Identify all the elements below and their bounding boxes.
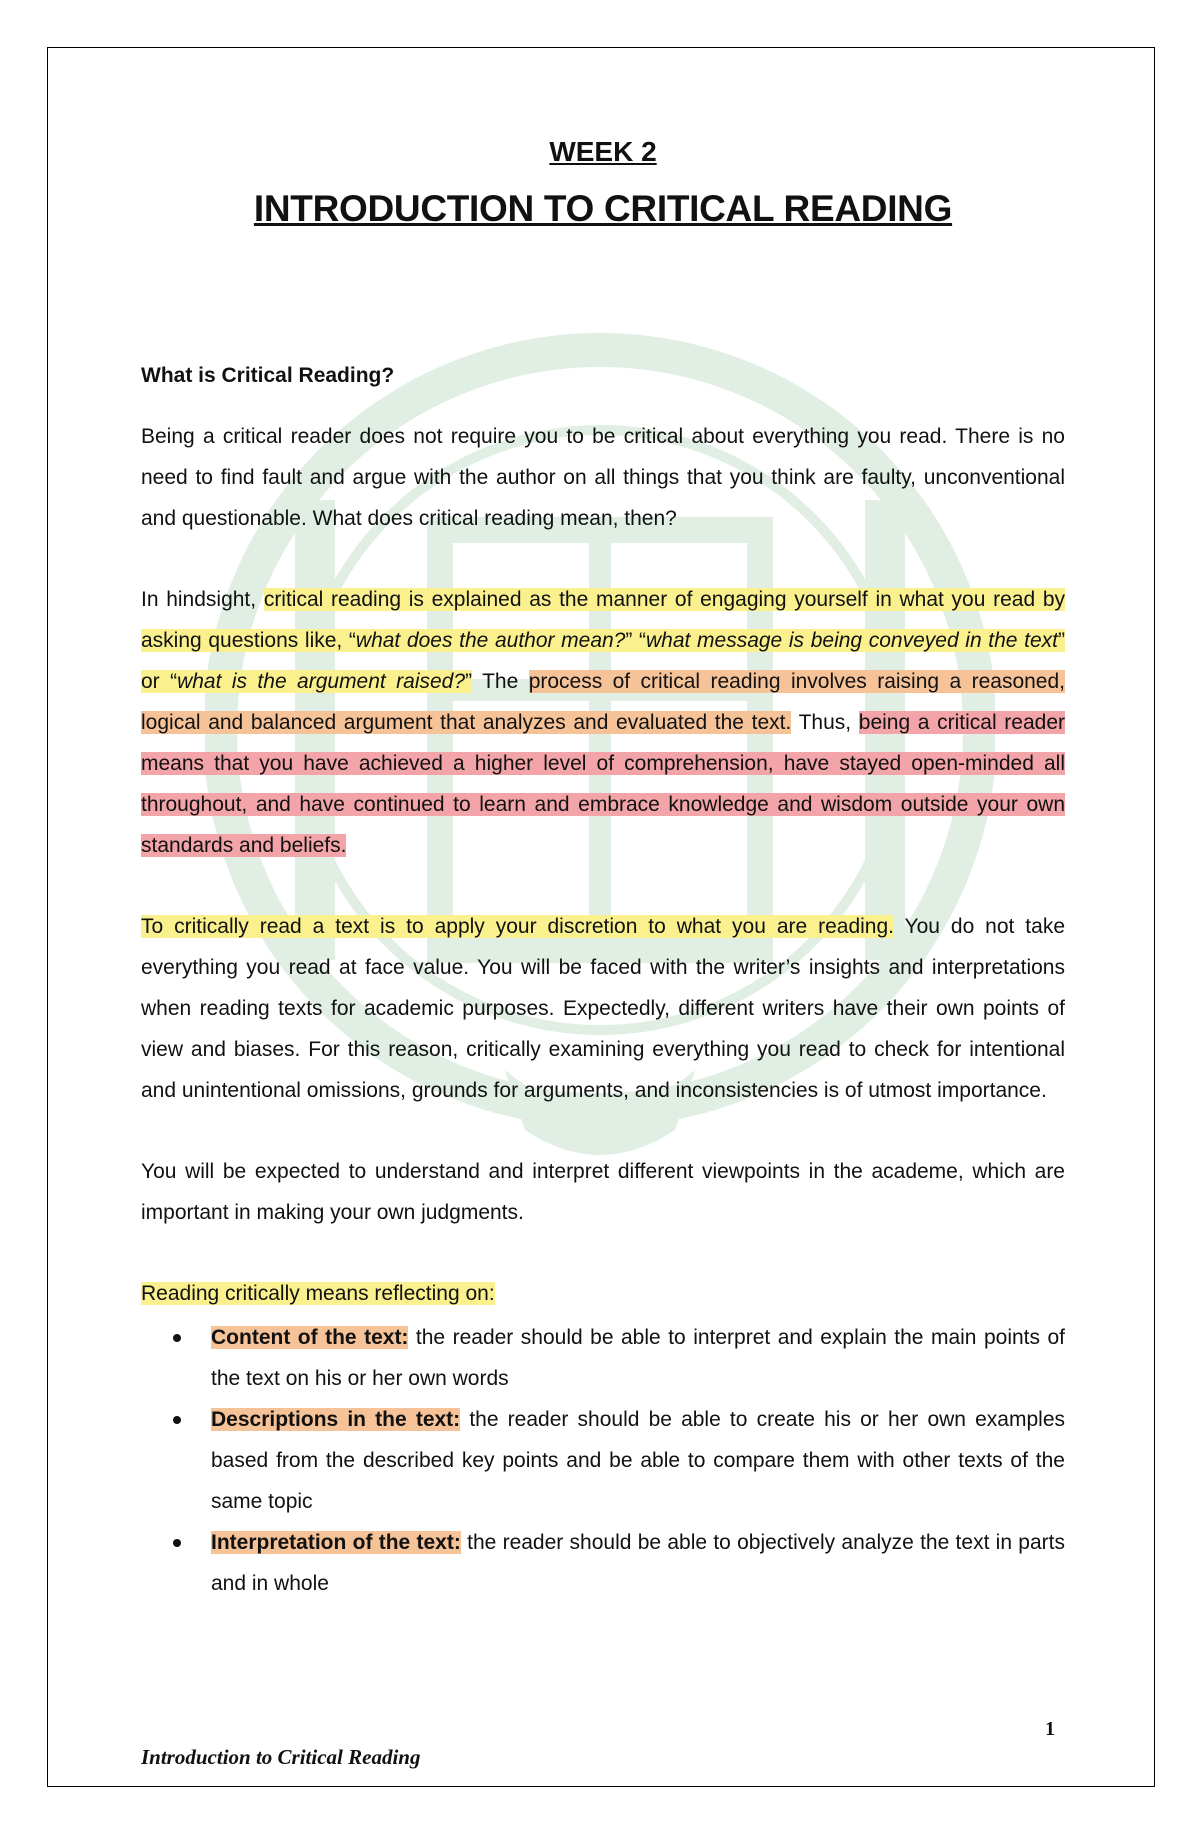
point-text: the reader should be able to objectively analyze the text in parts and in whole — [211, 1531, 1065, 1595]
p2-question-3: what is the argument raised? — [177, 670, 466, 693]
week-label: WEEK 2 — [549, 136, 657, 167]
page-content — [141, 135, 1065, 1604]
page-number: 1 — [1045, 1718, 1055, 1740]
paragraph-1: Being a critical reader does not require you to be critical about everything you read. There is no need to find fault and argue with the author on all things that you think are faulty, unconventional and questionable. What does critical reading mean, then? — [141, 425, 1065, 530]
point-term: Interpretation of the text: — [211, 1531, 461, 1554]
section-heading: What is Critical Reading? — [141, 364, 395, 387]
list-item — [141, 1317, 1065, 1399]
point-term: Descriptions in the text: — [211, 1408, 461, 1431]
bullet-icon — [173, 1539, 181, 1547]
paragraph-3 — [141, 906, 1065, 1111]
p5-highlight: Reading critically means reflecting on: — [141, 1282, 495, 1305]
p3-rest: You do not take everything you read at face value. You will be faced with the writer’s insights and interpretations when reading texts for academic purposes. Expectedly, different writers have their own points of view and biases. For this reason, critically examining everything you read to check for intentional and unintentional omissions, grounds for arguments, and inconsistencies is of utmost importance. — [141, 915, 1065, 1102]
p2-question-1: what does the author mean? — [355, 629, 626, 652]
bullet-icon — [173, 1334, 181, 1342]
p3-highlight: To critically read a text is to apply your discretion to what you are reading. — [141, 915, 894, 938]
reflection-points-list — [141, 1317, 1065, 1604]
list-item — [141, 1399, 1065, 1522]
paragraph-2 — [141, 579, 1065, 866]
p2-mid-1: The — [472, 670, 529, 693]
p2-hl1-d: ” — [465, 670, 473, 693]
p2-mid-2: Thus, — [791, 711, 859, 734]
point-term: Content of the text: — [211, 1326, 409, 1349]
p2-lead: In hindsight, — [141, 588, 264, 611]
bullet-icon — [173, 1416, 181, 1424]
p2-question-2: what message is being conveyed in the text — [646, 629, 1058, 652]
p2-highlight-critical-reader: being a critical reader means that you have achieved a higher level of comprehension, have stayed open-minded all throughout, and have continued to learn and embrace knowledge and wisdom outside your own standards and beliefs. — [141, 711, 1065, 857]
point-text: the reader should be able to interpret and explain the main points of the text on his or her own words — [211, 1326, 1065, 1390]
footer-label: Introduction to Critical Reading — [141, 1745, 421, 1769]
paragraph-4: You will be expected to understand and interpret different viewpoints in the academe, which are important in making your own judgments. — [141, 1160, 1065, 1224]
page-title: INTRODUCTION TO CRITICAL READING — [253, 188, 953, 229]
p2-hl1-b: ” “ — [625, 629, 647, 652]
point-text: the reader should be able to create his or her own examples based from the described key points and be able to compare them with other texts of the same topic — [211, 1408, 1065, 1513]
p2-hl1-c: ” or “ — [141, 629, 1065, 693]
paragraph-5 — [141, 1273, 1065, 1314]
p2-highlight-process: process of critical reading involves raising a reasoned, logical and balanced argument that analyzes and evaluated the text. — [141, 670, 1065, 734]
list-item — [141, 1522, 1065, 1604]
p2-hl1-a: critical reading is explained as the manner of engaging yourself in what you read by asking questions like, “ — [141, 588, 1065, 652]
